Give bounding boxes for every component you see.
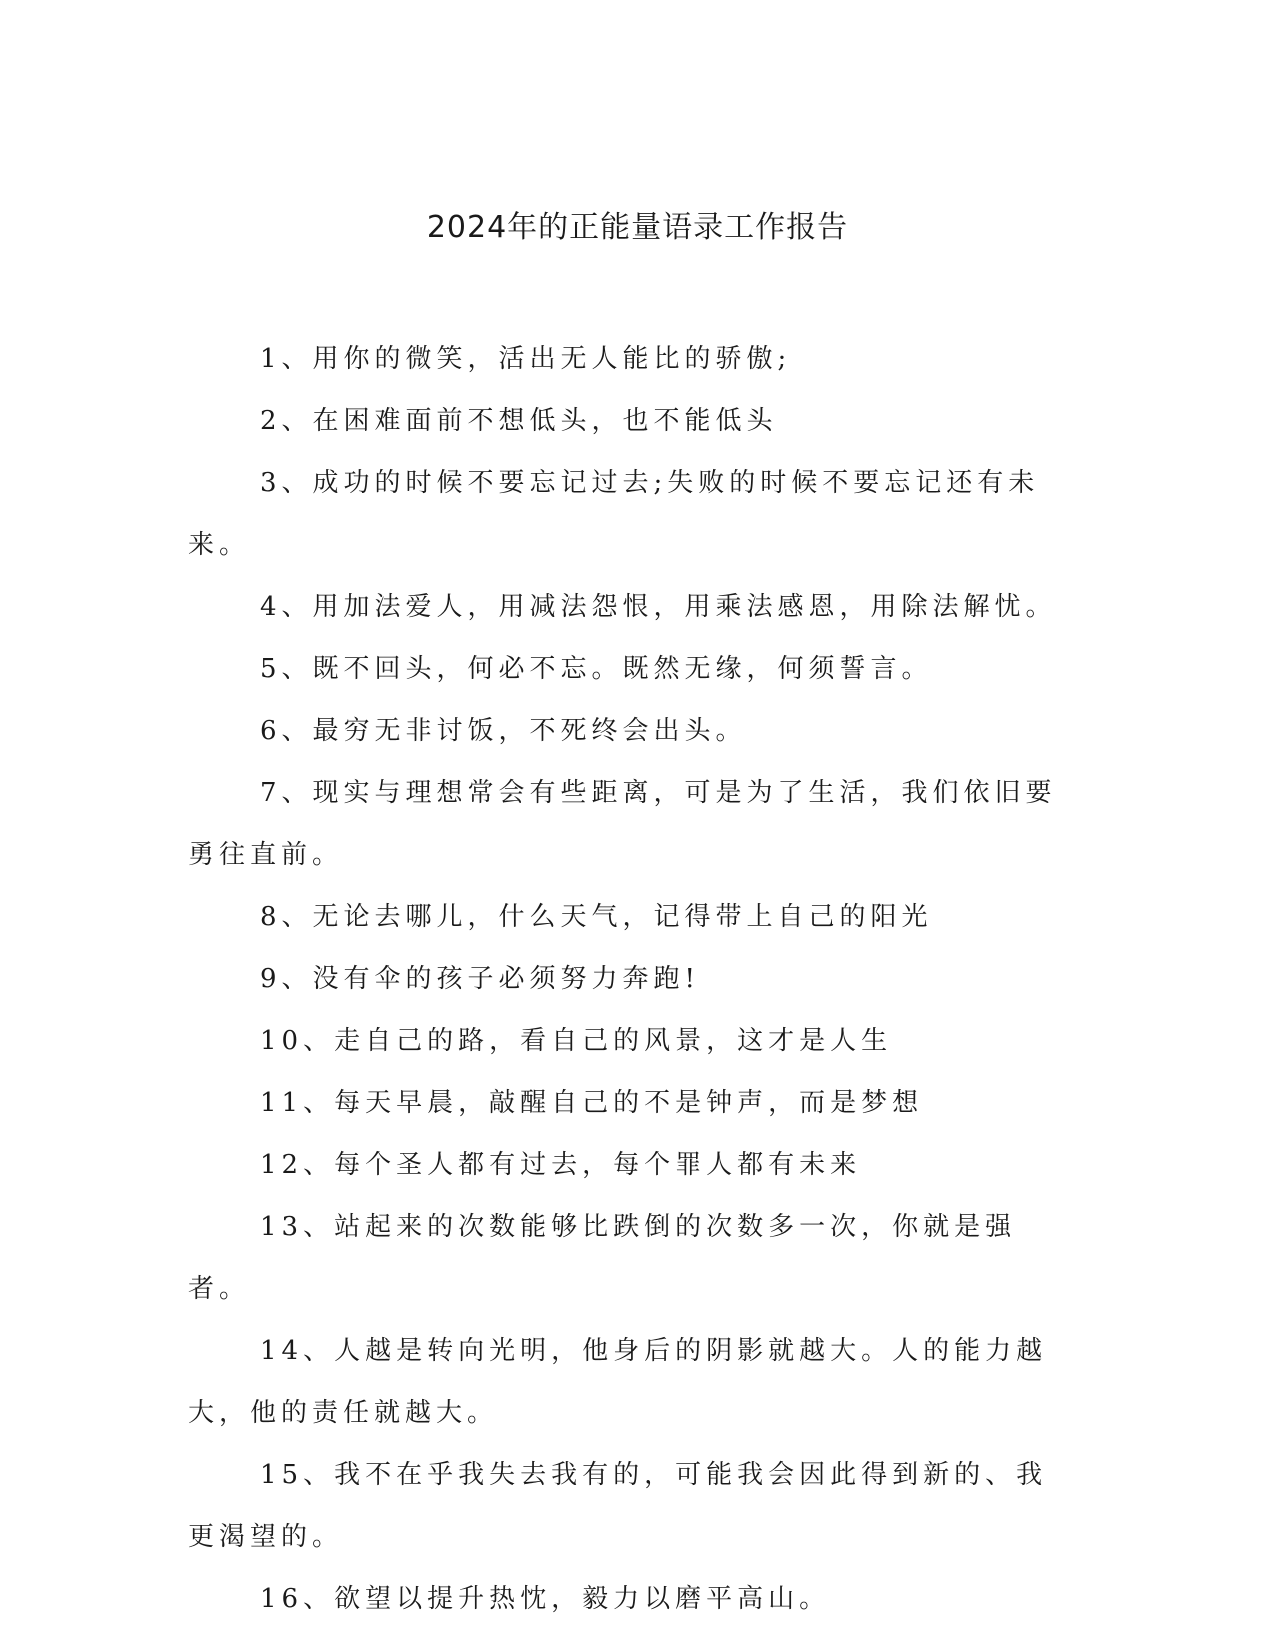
list-item: 9、没有伞的孩子必须努力奔跑!: [260, 964, 700, 994]
list-item: 11、每天早晨，敲醒自己的不是钟声，而是梦想: [260, 1088, 924, 1118]
list-item: 7、现实与理想常会有些距离，可是为了生活，我们依旧要勇往直前。: [188, 778, 1057, 870]
list-item: 1、用你的微笑，活出无人能比的骄傲;: [260, 344, 792, 374]
list-item: 12、每个圣人都有过去，每个罪人都有未来: [260, 1150, 862, 1180]
list-item: 10、走自己的路，看自己的风景，这才是人生: [260, 1026, 893, 1056]
list-item: 8、无论去哪儿，什么天气，记得带上自己的阳光: [260, 902, 933, 932]
list-item: 16、欲望以提升热忱，毅力以磨平高山。: [260, 1584, 831, 1614]
list-item: 13、站起来的次数能够比跌倒的次数多一次，你就是强者。: [188, 1212, 1017, 1304]
list-item: 3、成功的时候不要忘记过去;失败的时候不要忘记还有未来。: [188, 468, 1040, 560]
list-item: 6、最穷无非讨饭，不死终会出头。: [260, 716, 747, 746]
list-item: 2、在困难面前不想低头，也不能低头: [260, 406, 778, 436]
list-item: 5、既不回头，何必不忘。既然无缘，何须誓言。: [260, 654, 933, 684]
list-item: 15、我不在乎我失去我有的，可能我会因此得到新的、我更渴望的。: [188, 1460, 1048, 1552]
list-item: 4、用加法爱人，用减法怨恨，用乘法感恩，用除法解忧。: [260, 592, 1057, 622]
list-item: 14、人越是转向光明，他身后的阴影就越大。人的能力越大，他的责任就越大。: [188, 1336, 1048, 1428]
quote-list: [188, 328, 1078, 1630]
document-title: 2024年的正能量语录工作报告: [426, 210, 849, 245]
